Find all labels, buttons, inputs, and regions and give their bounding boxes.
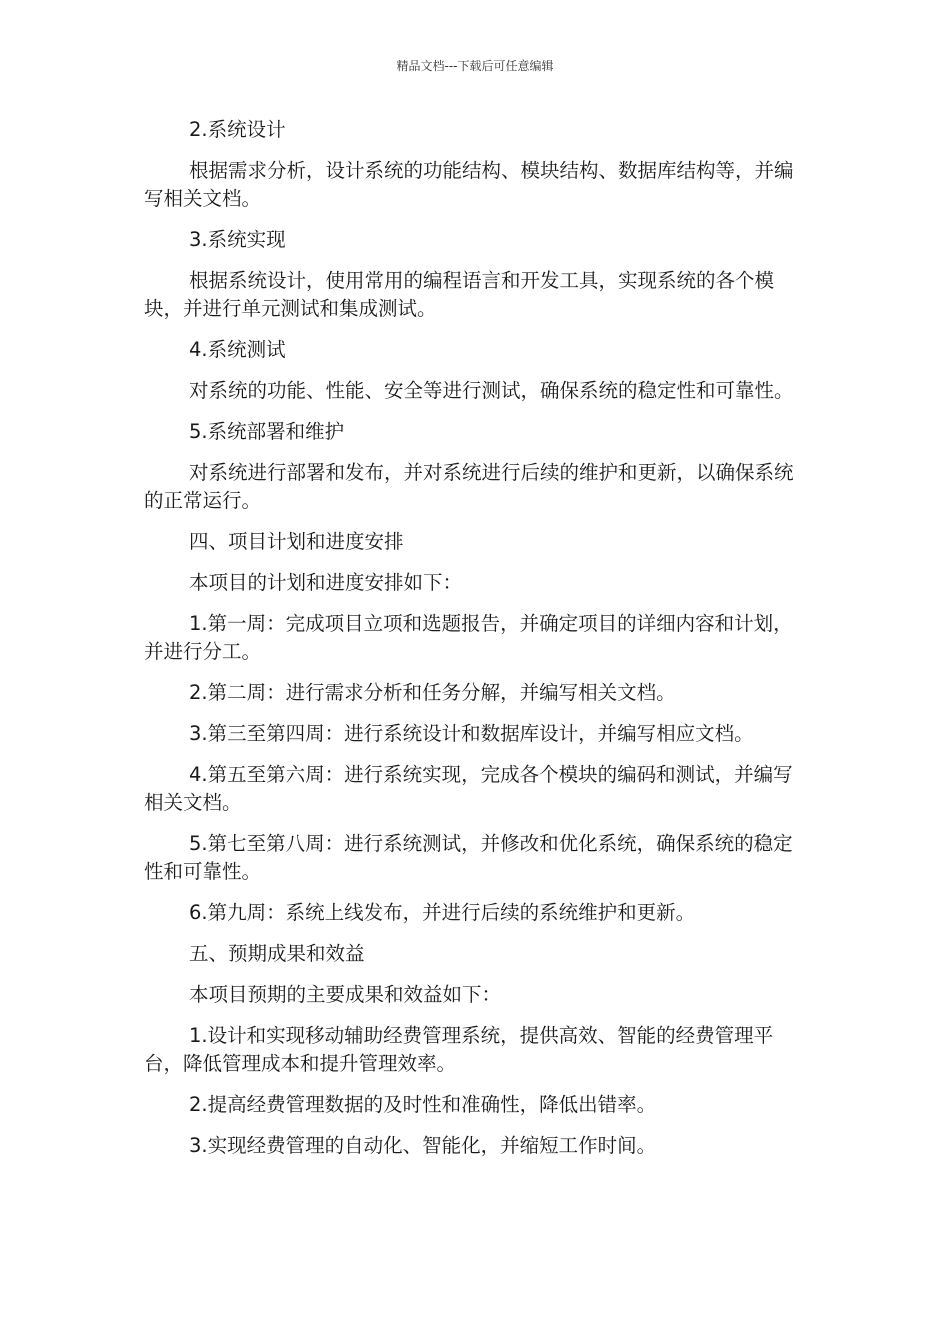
plan-item-week-2: 2.第二周：进行需求分析和任务分解，并编写相关文档。 bbox=[189, 681, 676, 704]
paragraph-plan-intro: 本项目的计划和进度安排如下： bbox=[189, 571, 463, 594]
heading-deployment-maintenance: 5.系统部署和维护 bbox=[189, 420, 345, 443]
result-item-1: 1.设计和实现移动辅助经费管理系统，提供高效、智能的经费管理平台，降低管理成本和提升管理效率。 bbox=[144, 1024, 774, 1075]
paragraph-system-testing: 对系统的功能、性能、安全等进行测试，确保系统的稳定性和可靠性。 bbox=[189, 379, 794, 402]
plan-item-week-7-8: 5.第七至第八周：进行系统测试，并修改和优化系统，确保系统的稳定性和可靠性。 bbox=[144, 832, 793, 883]
section-heading-expected-results: 五、预期成果和效益 bbox=[189, 942, 365, 965]
page-header: 精品文档---下载后可任意编辑 bbox=[396, 59, 554, 73]
heading-system-design: 2.系统设计 bbox=[189, 118, 286, 141]
heading-system-implementation: 3.系统实现 bbox=[189, 228, 286, 251]
result-item-3: 3.实现经费管理的自动化、智能化，并缩短工作时间。 bbox=[189, 1134, 657, 1157]
plan-item-week-1: 1.第一周：完成项目立项和选题报告，并确定项目的详细内容和计划，并进行分工。 bbox=[144, 612, 793, 663]
heading-system-testing: 4.系统测试 bbox=[189, 338, 286, 361]
paragraph-results-intro: 本项目预期的主要成果和效益如下： bbox=[189, 983, 502, 1006]
paragraph-system-implementation: 根据系统设计，使用常用的编程语言和开发工具，实现系统的各个模块，并进行单元测试和集成测试。 bbox=[144, 269, 775, 320]
section-heading-project-plan: 四、项目计划和进度安排 bbox=[189, 530, 404, 553]
paragraph-deployment-maintenance: 对系统进行部署和发布，并对系统进行后续的维护和更新，以确保系统的正常运行。 bbox=[144, 461, 794, 512]
plan-item-week-3-4: 3.第三至第四周：进行系统设计和数据库设计，并编写相应文档。 bbox=[189, 722, 754, 745]
plan-item-week-5-6: 4.第五至第六周：进行系统实现，完成各个模块的编码和测试，并编写相关文档。 bbox=[144, 763, 793, 814]
plan-item-week-9: 6.第九周：系统上线发布，并进行后续的系统维护和更新。 bbox=[189, 901, 696, 924]
paragraph-system-design: 根据需求分析，设计系统的功能结构、模块结构、数据库结构等，并编写相关文档。 bbox=[144, 159, 794, 210]
document-body bbox=[144, 116, 794, 1173]
result-item-2: 2.提高经费管理数据的及时性和准确性，降低出错率。 bbox=[189, 1093, 657, 1116]
